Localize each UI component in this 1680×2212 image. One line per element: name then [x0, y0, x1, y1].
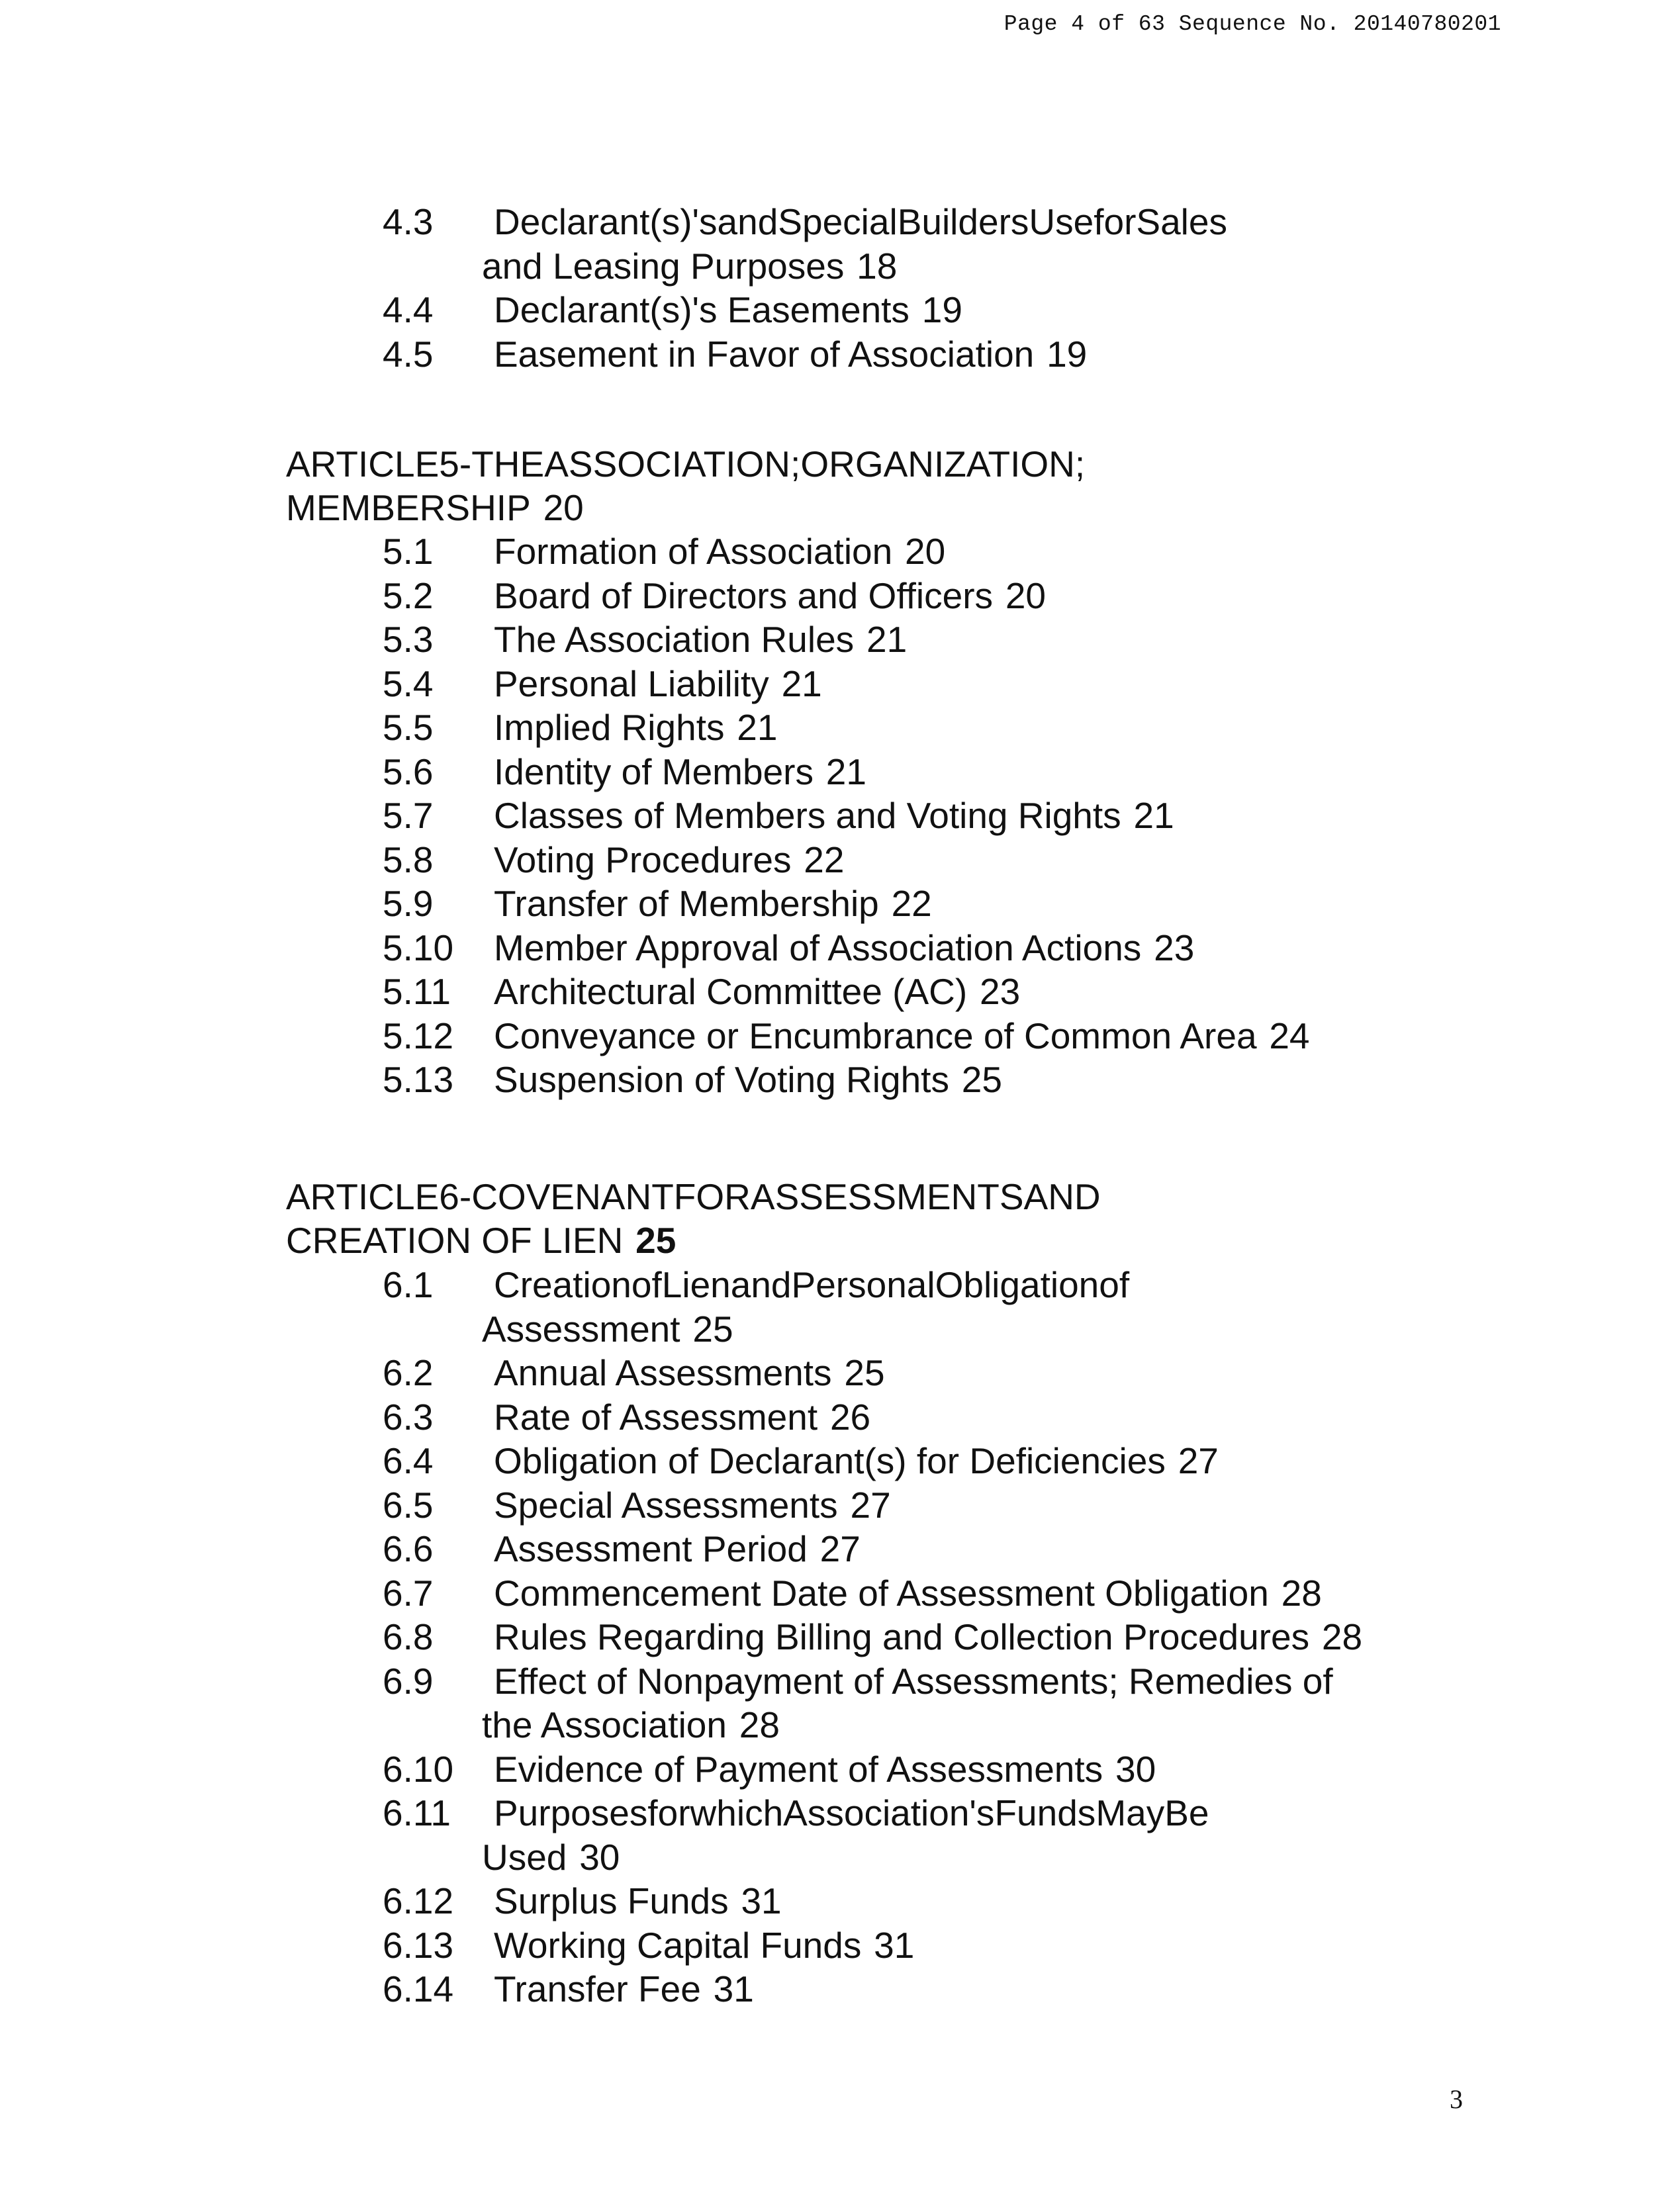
article-title: CREATION OF LIEN	[286, 1220, 624, 1261]
section-number: 5.13	[383, 1059, 454, 1100]
section-number: 5.10	[383, 927, 454, 968]
entry-title: Evidence of Payment of Assessments	[494, 1748, 1103, 1790]
entry-page-number: 26	[829, 1396, 871, 1438]
entry-title: Suspension of Voting Rights	[494, 1059, 949, 1100]
section-number: 4.4	[383, 289, 434, 330]
entry-page-number: 25	[635, 1220, 677, 1261]
entry-page-number: 28	[739, 1704, 780, 1745]
title-word: of	[1099, 1264, 1130, 1305]
entry-page-number: 28	[1321, 1616, 1363, 1657]
entry-page-number: 30	[579, 1836, 620, 1878]
entry-page-number: 23	[979, 971, 1021, 1012]
entry-title: Special Assessments	[494, 1484, 838, 1526]
entry-title: Transfer Fee	[494, 1968, 701, 2009]
entry-title: Rules Regarding Billing and Collection Procedures	[494, 1616, 1310, 1657]
entry-page-number: 20	[905, 531, 946, 572]
title-word: May	[1096, 1792, 1165, 1833]
title-word: Declarant(s)'s	[494, 201, 718, 242]
entry-title: the Association	[482, 1704, 727, 1745]
entry-title: Conveyance or Encumbrance of Common Area	[494, 1015, 1257, 1056]
title-word: ASSESSMENTS	[750, 1176, 1024, 1217]
title-word: Purposes	[494, 1792, 648, 1833]
entry-title: Rate of Assessment	[494, 1396, 818, 1438]
entry-page-number: 21	[737, 707, 778, 748]
entry-title: Effect of Nonpayment of Assessments; Remedies of	[494, 1660, 1333, 1702]
title-word: Builders	[897, 201, 1029, 242]
title-word: AND	[1023, 1176, 1101, 1217]
title-word: THE	[471, 443, 545, 484]
section-number: 6.5	[383, 1484, 434, 1526]
entry-page-number: 24	[1269, 1015, 1310, 1056]
section-number: 6.8	[383, 1616, 434, 1657]
title-word: -	[459, 443, 472, 484]
entry-title: Used	[482, 1836, 567, 1878]
section-number: 5.9	[383, 883, 434, 924]
section-number: 5.3	[383, 619, 434, 660]
entry-page-number: 25	[692, 1308, 733, 1350]
title-word: Personal	[791, 1264, 935, 1305]
entry-title: The Association Rules	[494, 619, 855, 660]
section-number: 5.8	[383, 839, 434, 880]
entry-title: Easement in Favor of Association	[494, 333, 1035, 375]
entry-page-number: 21	[825, 751, 866, 792]
title-word: which	[690, 1792, 784, 1833]
entry-page-number: 20	[543, 487, 584, 528]
section-number: 6.10	[383, 1748, 454, 1790]
entry-page-number: 23	[1154, 927, 1195, 968]
page-header: Page 4 of 63 Sequence No. 20140780201	[1003, 12, 1501, 36]
section-number: 6.9	[383, 1660, 434, 1702]
section-number: 6.7	[383, 1572, 434, 1614]
entry-page-number: 28	[1281, 1572, 1322, 1614]
entry-title: Working Capital Funds	[494, 1924, 862, 1966]
title-word: Funds	[994, 1792, 1096, 1833]
title-word: Association's	[783, 1792, 995, 1833]
entry-page-number: 25	[961, 1059, 1002, 1100]
title-word: -	[459, 1176, 472, 1217]
entry-title: Assessment Period	[494, 1528, 808, 1569]
title-word: 5	[439, 443, 459, 484]
section-number: 6.2	[383, 1352, 434, 1393]
entry-page-number: 27	[819, 1528, 861, 1569]
section-number: 5.4	[383, 663, 434, 704]
entry-title: Surplus Funds	[494, 1880, 729, 1921]
entry-page-number: 22	[891, 883, 932, 924]
entry-title: Declarant(s)'s Easements	[494, 289, 910, 330]
title-word: of	[631, 1264, 662, 1305]
title-word: Special	[778, 201, 898, 242]
title-word: for	[1094, 201, 1137, 242]
section-number: 5.7	[383, 795, 434, 836]
title-word: ORGANIZATION;	[800, 443, 1086, 484]
section-number: 6.14	[383, 1968, 454, 2009]
section-number: 5.12	[383, 1015, 454, 1056]
entry-page-number: 19	[1047, 333, 1088, 375]
section-number: 6.12	[383, 1880, 454, 1921]
section-number: 5.1	[383, 531, 434, 572]
entry-title: Assessment	[482, 1308, 680, 1350]
entry-title: Annual Assessments	[494, 1352, 832, 1393]
title-word: ARTICLE	[286, 443, 440, 484]
article-title: MEMBERSHIP	[286, 487, 531, 528]
title-word: and	[717, 201, 778, 242]
section-number: 6.11	[383, 1792, 451, 1833]
entry-title: Commencement Date of Assessment Obligation	[494, 1572, 1269, 1614]
entry-title: Board of Directors and Officers	[494, 575, 994, 616]
section-number: 5.11	[383, 971, 451, 1012]
title-word: ASSOCIATION;	[544, 443, 801, 484]
entry-page-number: 25	[844, 1352, 885, 1393]
section-number: 6.13	[383, 1924, 454, 1966]
entry-title: Formation of Association	[494, 531, 893, 572]
title-word: ARTICLE	[286, 1176, 440, 1217]
title-word: Creation	[494, 1264, 631, 1305]
entry-page-number: 27	[850, 1484, 891, 1526]
entry-title: Identity of Members	[494, 751, 814, 792]
title-word: Sales	[1136, 201, 1227, 242]
section-number: 5.5	[383, 707, 434, 748]
section-number: 4.3	[383, 201, 434, 242]
title-word: and	[730, 1264, 792, 1305]
title-word: COVENANT	[471, 1176, 674, 1217]
page-number: 3	[1450, 2084, 1463, 2114]
entry-title: Implied Rights	[494, 707, 725, 748]
entry-page-number: 31	[713, 1968, 754, 2009]
entry-page-number: 31	[874, 1924, 915, 1966]
entry-title: Architectural Committee (AC)	[494, 971, 968, 1012]
entry-title: Obligation of Declarant(s) for Deficiencies	[494, 1440, 1166, 1481]
section-number: 5.2	[383, 575, 434, 616]
entry-page-number: 27	[1178, 1440, 1219, 1481]
title-word: Be	[1164, 1792, 1209, 1833]
entry-title: Member Approval of Association Actions	[494, 927, 1142, 968]
title-word: for	[647, 1792, 690, 1833]
entry-page-number: 31	[741, 1880, 782, 1921]
entry-title: Voting Procedures	[494, 839, 792, 880]
section-number: 6.4	[383, 1440, 434, 1481]
title-word: Use	[1029, 201, 1094, 242]
entry-page-number: 19	[921, 289, 962, 330]
section-number: 5.6	[383, 751, 434, 792]
entry-page-number: 21	[1133, 795, 1174, 836]
entry-page-number: 21	[866, 619, 908, 660]
section-number: 6.1	[383, 1264, 434, 1305]
title-word: 6	[439, 1176, 459, 1217]
entry-page-number: 20	[1005, 575, 1047, 616]
entry-page-number: 22	[804, 839, 845, 880]
title-word: Obligation	[935, 1264, 1099, 1305]
section-number: 4.5	[383, 333, 434, 375]
title-word: Lien	[661, 1264, 731, 1305]
section-number: 6.6	[383, 1528, 434, 1569]
entry-title: and Leasing Purposes	[482, 245, 845, 287]
title-word: FOR	[673, 1176, 751, 1217]
entry-page-number: 30	[1115, 1748, 1156, 1790]
entry-page-number: 18	[857, 245, 898, 287]
entry-title: Transfer of Membership	[494, 883, 879, 924]
section-number: 6.3	[383, 1396, 434, 1438]
entry-title: Classes of Members and Voting Rights	[494, 795, 1121, 836]
entry-title: Personal Liability	[494, 663, 769, 704]
entry-page-number: 21	[781, 663, 822, 704]
